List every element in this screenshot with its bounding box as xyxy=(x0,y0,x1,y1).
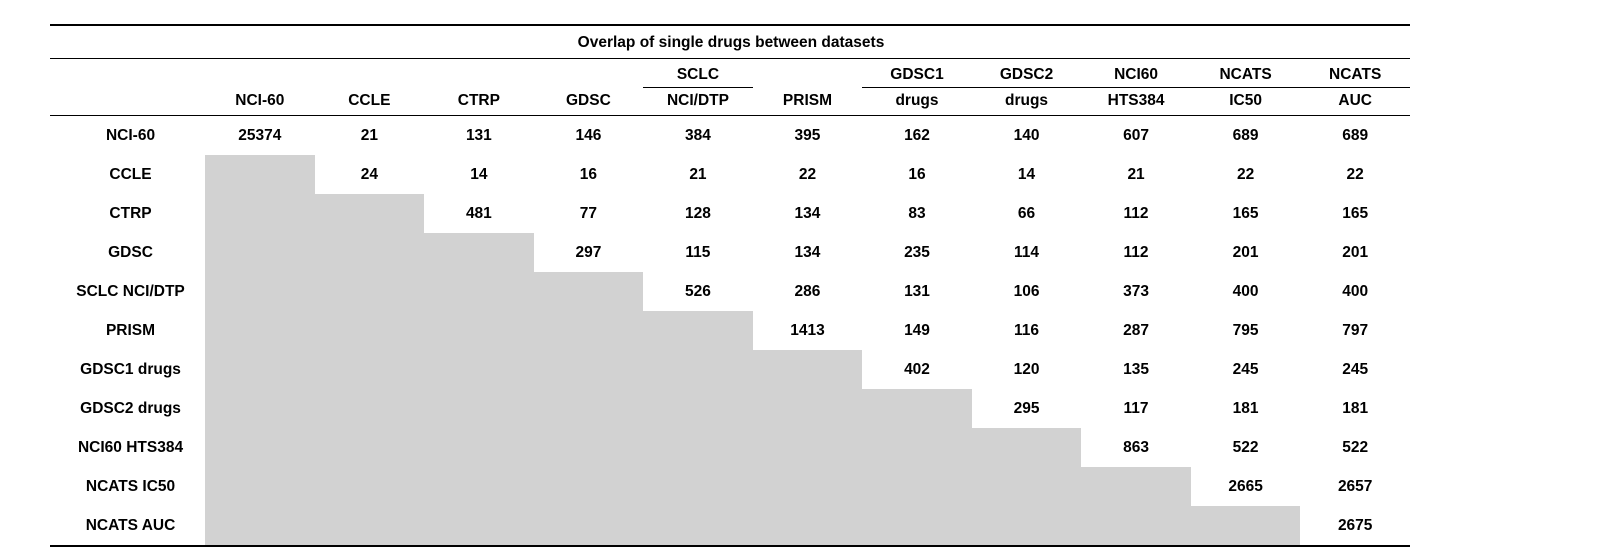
table-row xyxy=(50,506,1410,546)
cell-8-1 xyxy=(315,428,425,467)
cell-3-3: 297 xyxy=(534,233,644,272)
cell-9-10: 2657 xyxy=(1300,467,1410,506)
header-row xyxy=(50,88,1410,116)
cell-8-10: 522 xyxy=(1300,428,1410,467)
col-group-gdsc2: GDSC2 xyxy=(972,59,1082,88)
cell-0-3: 146 xyxy=(534,116,644,156)
cell-6-3 xyxy=(534,350,644,389)
cell-3-2 xyxy=(424,233,534,272)
cell-9-5 xyxy=(753,467,863,506)
cell-3-9: 201 xyxy=(1191,233,1301,272)
cell-10-1 xyxy=(315,506,425,546)
row-label-ncats-auc: NCATS AUC xyxy=(85,516,176,534)
cell-7-8: 117 xyxy=(1081,389,1191,428)
cell-1-4: 21 xyxy=(643,155,753,194)
cell-2-6: 83 xyxy=(862,194,972,233)
row-label-gdsc1-drugs: GDSC1 drugs xyxy=(80,360,181,378)
cell-3-6: 235 xyxy=(862,233,972,272)
cell-0-1: 21 xyxy=(315,116,425,156)
col-group-gdsc1: GDSC1 xyxy=(862,59,972,88)
table-row xyxy=(50,116,1410,156)
cell-9-4 xyxy=(643,467,753,506)
cell-2-1 xyxy=(315,194,425,233)
cell-1-6: 16 xyxy=(862,155,972,194)
col-header-sclc-ncidtp: NCI/DTP xyxy=(643,88,753,116)
row-label-ccle: CCLE xyxy=(109,165,152,183)
cell-3-4: 115 xyxy=(643,233,753,272)
row-label-sclc-nci-dtp: SCLC NCI/DTP xyxy=(76,282,185,300)
cell-6-7: 120 xyxy=(972,350,1082,389)
header-rowlabel-cell xyxy=(50,88,205,116)
cell-0-0: 25374 xyxy=(205,116,315,156)
cell-6-9: 245 xyxy=(1191,350,1301,389)
cell-8-5 xyxy=(753,428,863,467)
cell-1-5: 22 xyxy=(753,155,863,194)
cell-9-9: 2665 xyxy=(1191,467,1301,506)
cell-9-2 xyxy=(424,467,534,506)
table-caption: Overlap of single drugs between datasets xyxy=(50,30,1410,59)
col-header-nci60: NCI-60 xyxy=(205,88,315,116)
cell-9-3 xyxy=(534,467,644,506)
cell-8-8: 863 xyxy=(1081,428,1191,467)
cell-5-8: 287 xyxy=(1081,311,1191,350)
cell-3-8: 112 xyxy=(1081,233,1191,272)
cell-10-6 xyxy=(862,506,972,546)
cell-3-10: 201 xyxy=(1300,233,1410,272)
col-header-gdsc1-drugs: drugs xyxy=(862,88,972,116)
cell-4-6: 131 xyxy=(862,272,972,311)
cell-5-1 xyxy=(315,311,425,350)
cell-2-0 xyxy=(205,194,315,233)
cell-8-9: 522 xyxy=(1191,428,1301,467)
cell-4-9: 400 xyxy=(1191,272,1301,311)
cell-2-7: 66 xyxy=(972,194,1082,233)
table-row xyxy=(50,350,1410,389)
cell-9-1 xyxy=(315,467,425,506)
table-row xyxy=(50,467,1410,506)
cell-5-2 xyxy=(424,311,534,350)
cell-7-10: 181 xyxy=(1300,389,1410,428)
header-group-row xyxy=(50,59,1410,88)
cell-6-5 xyxy=(753,350,863,389)
drug-overlap-matrix-table xyxy=(50,24,1410,551)
col-group-ncats-auc: NCATS xyxy=(1300,59,1410,88)
col-group-nci60 xyxy=(205,59,315,88)
cell-4-0 xyxy=(205,272,315,311)
table-row xyxy=(50,233,1410,272)
col-group-sclc: SCLC xyxy=(643,59,753,88)
cell-2-9: 165 xyxy=(1191,194,1301,233)
cell-1-2: 14 xyxy=(424,155,534,194)
cell-4-7: 106 xyxy=(972,272,1082,311)
cell-1-10: 22 xyxy=(1300,155,1410,194)
cell-2-8: 112 xyxy=(1081,194,1191,233)
cell-6-1 xyxy=(315,350,425,389)
cell-2-2: 481 xyxy=(424,194,534,233)
cell-10-5 xyxy=(753,506,863,546)
cell-7-2 xyxy=(424,389,534,428)
cell-10-8 xyxy=(1081,506,1191,546)
row-label-ctrp: CTRP xyxy=(109,204,152,222)
cell-1-8: 21 xyxy=(1081,155,1191,194)
cell-9-6 xyxy=(862,467,972,506)
cell-6-4 xyxy=(643,350,753,389)
col-header-ncats-auc: AUC xyxy=(1300,88,1410,116)
col-group-ccle xyxy=(315,59,425,88)
cell-5-0 xyxy=(205,311,315,350)
cell-7-0 xyxy=(205,389,315,428)
cell-6-2 xyxy=(424,350,534,389)
cell-7-7: 295 xyxy=(972,389,1082,428)
rule-line xyxy=(50,546,1410,551)
cell-7-5 xyxy=(753,389,863,428)
cell-0-8: 607 xyxy=(1081,116,1191,156)
cell-10-9 xyxy=(1191,506,1301,546)
row-label-prism: PRISM xyxy=(105,321,156,339)
cell-8-3 xyxy=(534,428,644,467)
cell-5-7: 116 xyxy=(972,311,1082,350)
col-group-ctrp xyxy=(424,59,534,88)
row-label-nci-60: NCI-60 xyxy=(105,126,156,144)
cell-1-7: 14 xyxy=(972,155,1082,194)
table-row xyxy=(50,389,1410,428)
cell-3-0 xyxy=(205,233,315,272)
cell-7-6 xyxy=(862,389,972,428)
col-group-gdsc xyxy=(534,59,644,88)
cell-5-4 xyxy=(643,311,753,350)
cell-4-1 xyxy=(315,272,425,311)
cell-3-1 xyxy=(315,233,425,272)
cell-7-1 xyxy=(315,389,425,428)
cell-5-5: 1413 xyxy=(753,311,863,350)
cell-8-7 xyxy=(972,428,1082,467)
cell-7-3 xyxy=(534,389,644,428)
cell-1-1: 24 xyxy=(315,155,425,194)
row-label-ncats-ic50: NCATS IC50 xyxy=(85,477,176,495)
cell-6-10: 245 xyxy=(1300,350,1410,389)
col-header-ccle: CCLE xyxy=(315,88,425,116)
cell-9-0 xyxy=(205,467,315,506)
col-group-prism xyxy=(753,59,863,88)
col-header-prism: PRISM xyxy=(753,88,863,116)
cell-9-7 xyxy=(972,467,1082,506)
cell-7-9: 181 xyxy=(1191,389,1301,428)
cell-0-5: 395 xyxy=(753,116,863,156)
cell-10-0 xyxy=(205,506,315,546)
table-bottom-rule xyxy=(50,546,1410,551)
cell-8-0 xyxy=(205,428,315,467)
cell-0-7: 140 xyxy=(972,116,1082,156)
cell-9-8 xyxy=(1081,467,1191,506)
cell-6-6: 402 xyxy=(862,350,972,389)
table-row xyxy=(50,428,1410,467)
row-label-gdsc2-drugs: GDSC2 drugs xyxy=(80,399,181,417)
cell-5-9: 795 xyxy=(1191,311,1301,350)
cell-2-10: 165 xyxy=(1300,194,1410,233)
col-group-nci60-hts384: NCI60 xyxy=(1081,59,1191,88)
cell-10-4 xyxy=(643,506,753,546)
col-header-ncats-ic50: IC50 xyxy=(1191,88,1301,116)
cell-2-5: 134 xyxy=(753,194,863,233)
col-header-nci60-hts384: HTS384 xyxy=(1081,88,1191,116)
cell-1-0 xyxy=(205,155,315,194)
cell-8-6 xyxy=(862,428,972,467)
table-row xyxy=(50,194,1410,233)
header-corner-cell xyxy=(50,59,205,88)
cell-6-8: 135 xyxy=(1081,350,1191,389)
cell-2-4: 128 xyxy=(643,194,753,233)
cell-5-10: 797 xyxy=(1300,311,1410,350)
cell-10-2 xyxy=(424,506,534,546)
col-group-ncats-ic50: NCATS xyxy=(1191,59,1301,88)
table-row xyxy=(50,311,1410,350)
cell-4-2 xyxy=(424,272,534,311)
cell-7-4 xyxy=(643,389,753,428)
cell-4-10: 400 xyxy=(1300,272,1410,311)
cell-10-7 xyxy=(972,506,1082,546)
row-label-gdsc: GDSC xyxy=(108,243,153,261)
cell-4-8: 373 xyxy=(1081,272,1191,311)
cell-3-5: 134 xyxy=(753,233,863,272)
cell-5-6: 149 xyxy=(862,311,972,350)
col-header-ctrp: CTRP xyxy=(424,88,534,116)
cell-6-0 xyxy=(205,350,315,389)
cell-5-3 xyxy=(534,311,644,350)
table-row xyxy=(50,155,1410,194)
cell-3-7: 114 xyxy=(972,233,1082,272)
col-header-gdsc2-drugs: drugs xyxy=(972,88,1082,116)
cell-1-9: 22 xyxy=(1191,155,1301,194)
caption-row xyxy=(50,30,1410,59)
cell-2-3: 77 xyxy=(534,194,644,233)
overlap-table-container xyxy=(50,24,1410,551)
cell-8-4 xyxy=(643,428,753,467)
cell-0-2: 131 xyxy=(424,116,534,156)
cell-8-2 xyxy=(424,428,534,467)
cell-0-6: 162 xyxy=(862,116,972,156)
cell-4-4: 526 xyxy=(643,272,753,311)
table-row xyxy=(50,272,1410,311)
cell-0-9: 689 xyxy=(1191,116,1301,156)
cell-4-3 xyxy=(534,272,644,311)
cell-10-10: 2675 xyxy=(1300,506,1410,546)
col-header-gdsc: GDSC xyxy=(534,88,644,116)
cell-10-3 xyxy=(534,506,644,546)
row-label-nci60-hts384: NCI60 HTS384 xyxy=(77,438,184,456)
cell-1-3: 16 xyxy=(534,155,644,194)
cell-0-4: 384 xyxy=(643,116,753,156)
cell-0-10: 689 xyxy=(1300,116,1410,156)
cell-4-5: 286 xyxy=(753,272,863,311)
